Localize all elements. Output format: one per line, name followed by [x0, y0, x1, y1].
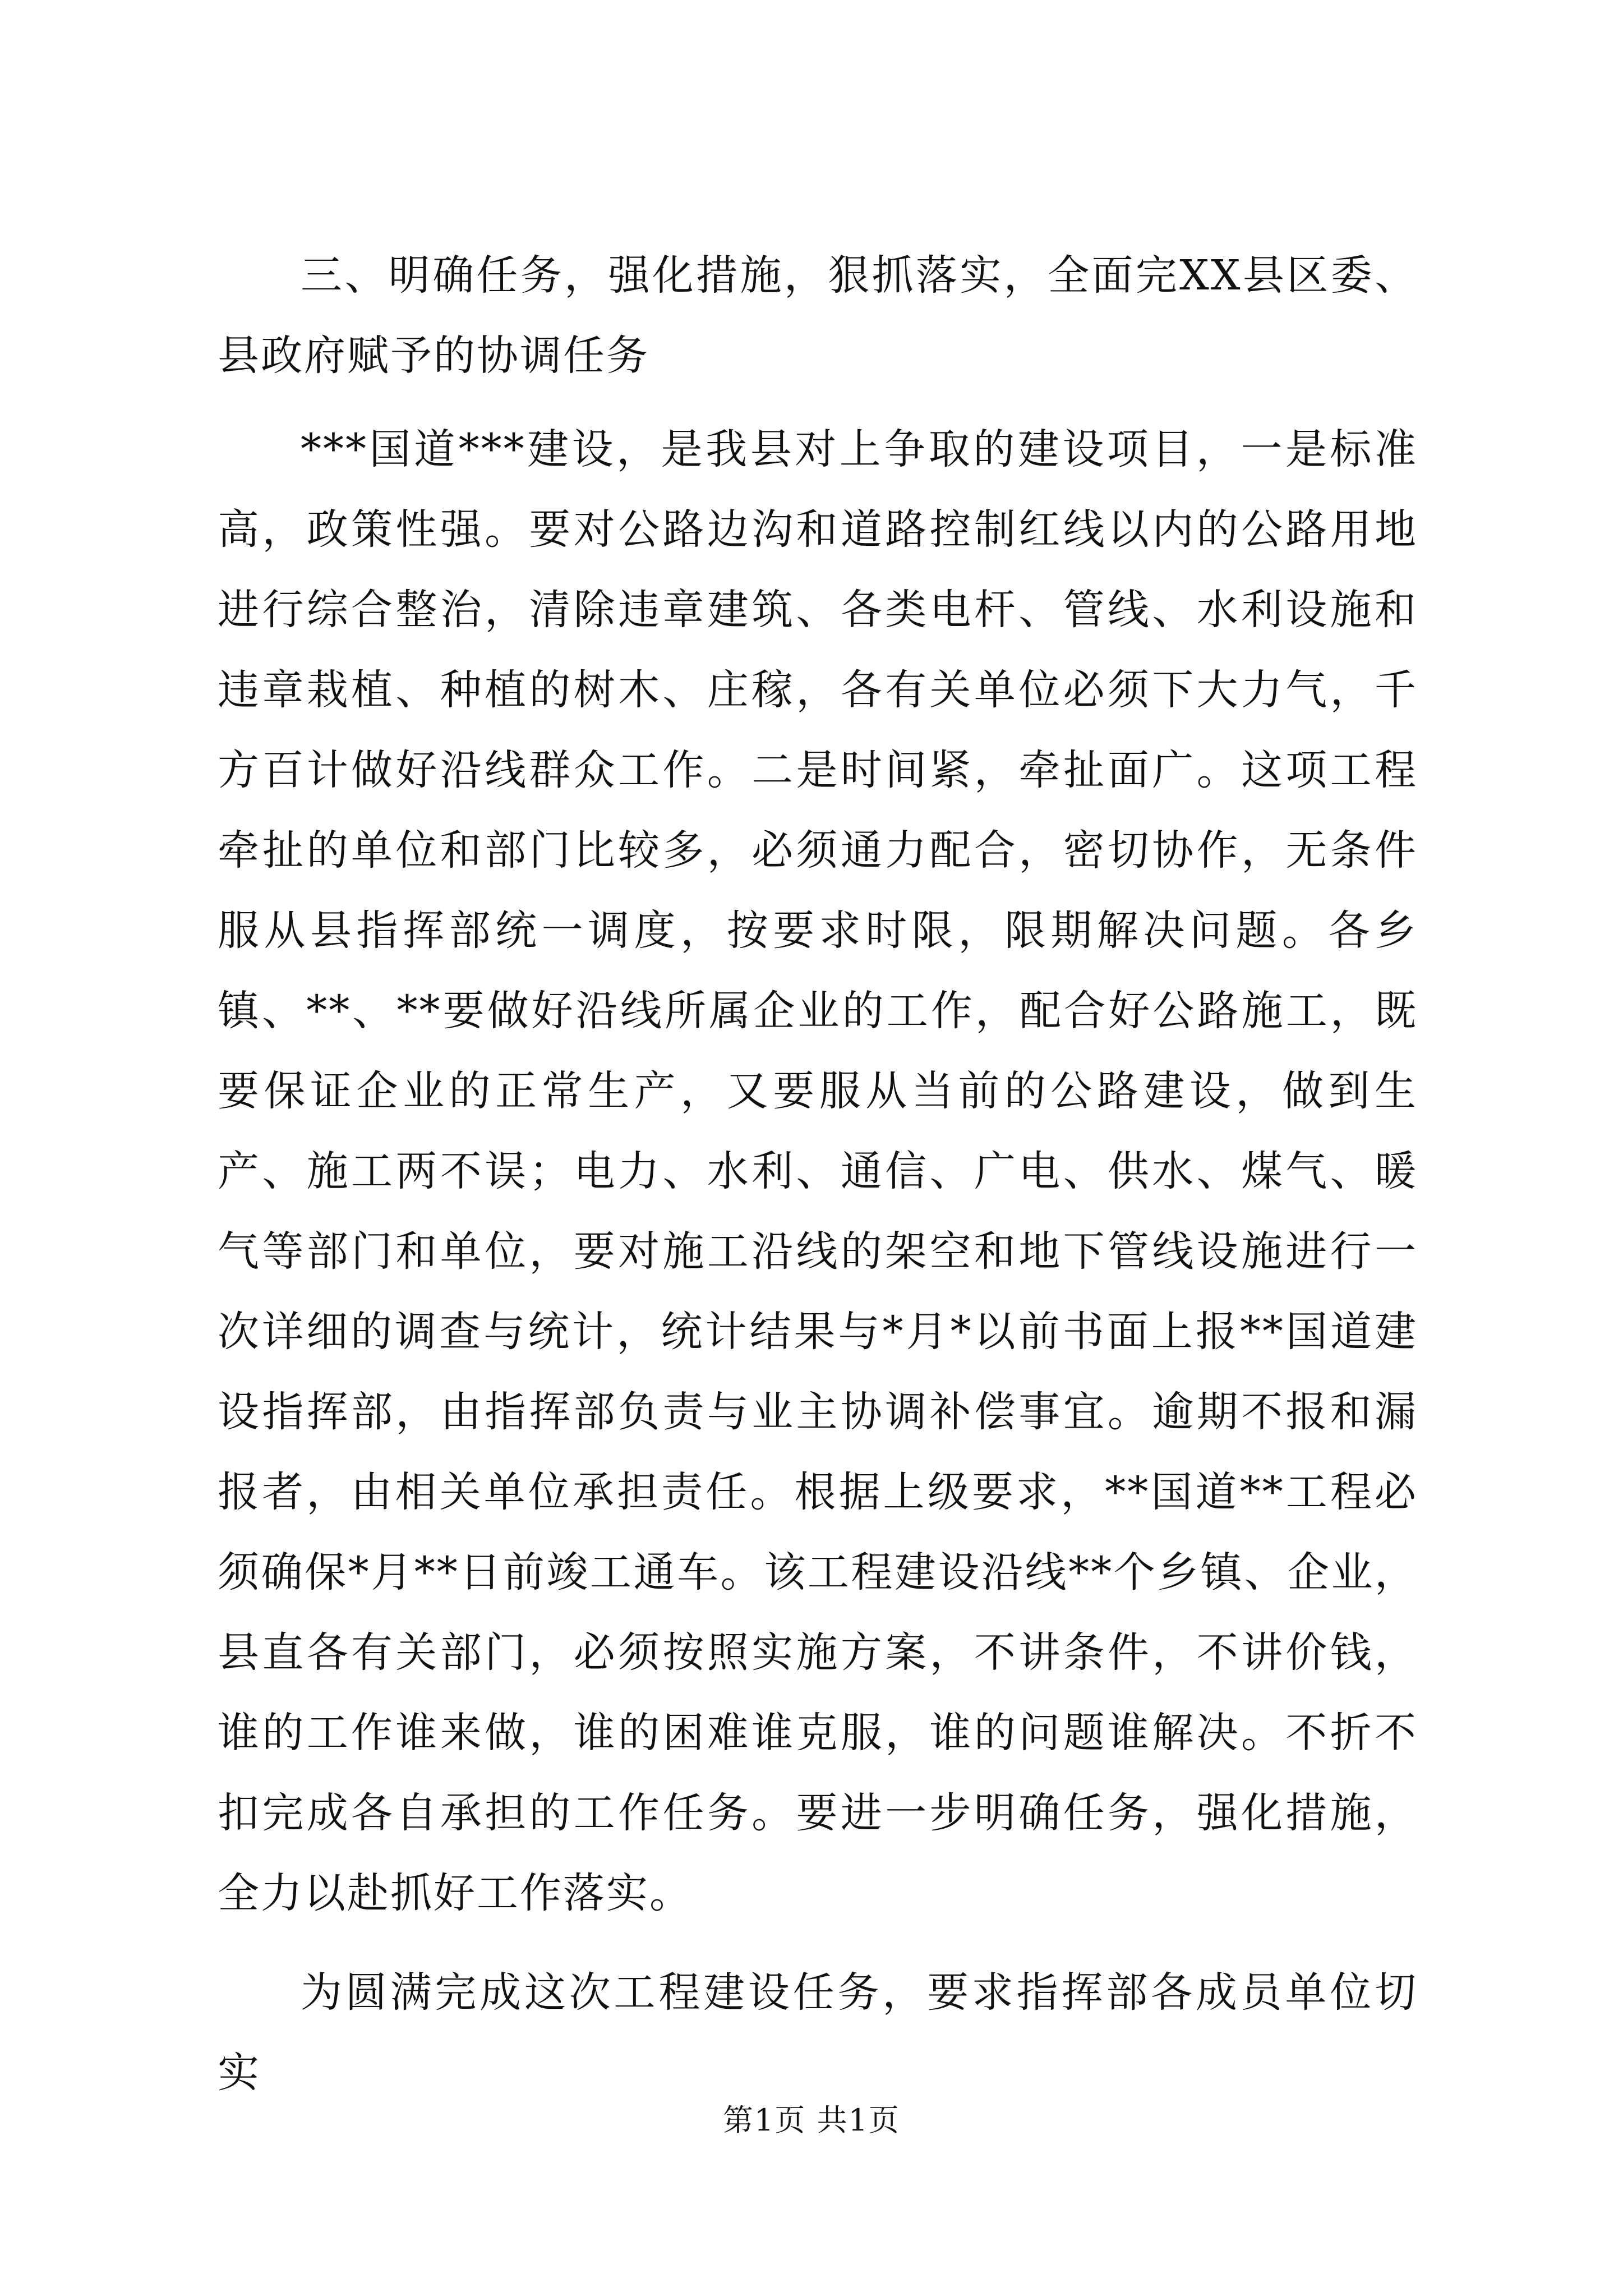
document-body	[218, 236, 1418, 2132]
page-number-footer: 第1页 共1页	[723, 2102, 900, 2138]
section-heading: 三、明确任务，强化措施，狠抓落实，全面完XX县区委、县政府赋予的协调任务	[218, 251, 1418, 380]
body-paragraph-2: 为圆满完成这次工程建设任务，要求指挥部各成员单位切实	[218, 1968, 1418, 2097]
body-paragraph-1: ***国道***建设，是我县对上争取的建设项目，一是标准高，政策性强。要对公路边沟和道路控制红线以内的公路用地进行综合整治，清除违章建筑、各类电杆、管线、水利设施和违章栽植、种植的树木、庄稼，各有关单位必须下大力气，千方百计做好沿线群众工作。二是时间紧，牵扯面广。这项工程牵扯的单位和部门比较多，必须通力配合，密切协作，无条件服从县指挥部统一调度，按要求时限，限期解决问题。各乡镇、**、**要做好沿线所属企业的工作，配合好公路施工，既要保证企业的正常生产，又要服从当前的公路建设，做到生产、施工两不误；电力、水利、通信、广电、供水、煤气、暖气等部门和单位，要对施工沿线的架空和地下管线设施进行一次详细的调查与统计，统计结果与*月*以前书面上报**国道建设指挥部，由指挥部负责与业主协调补偿事宜。逾期不报和漏报者，由相关单位承担责任。根据上级要求，**国道**工程必须确保*月**日前竣工通车。该工程建设沿线**个乡镇、企业，县直各有关部门，必须按照实施方案，不讲条件，不讲价钱，谁的工作谁来做，谁的困难谁克服，谁的问题谁解决。不折不扣完成各自承担的工作任务。要进一步明确任务，强化措施，全力以赴抓好工作落实。	[218, 425, 1418, 1917]
